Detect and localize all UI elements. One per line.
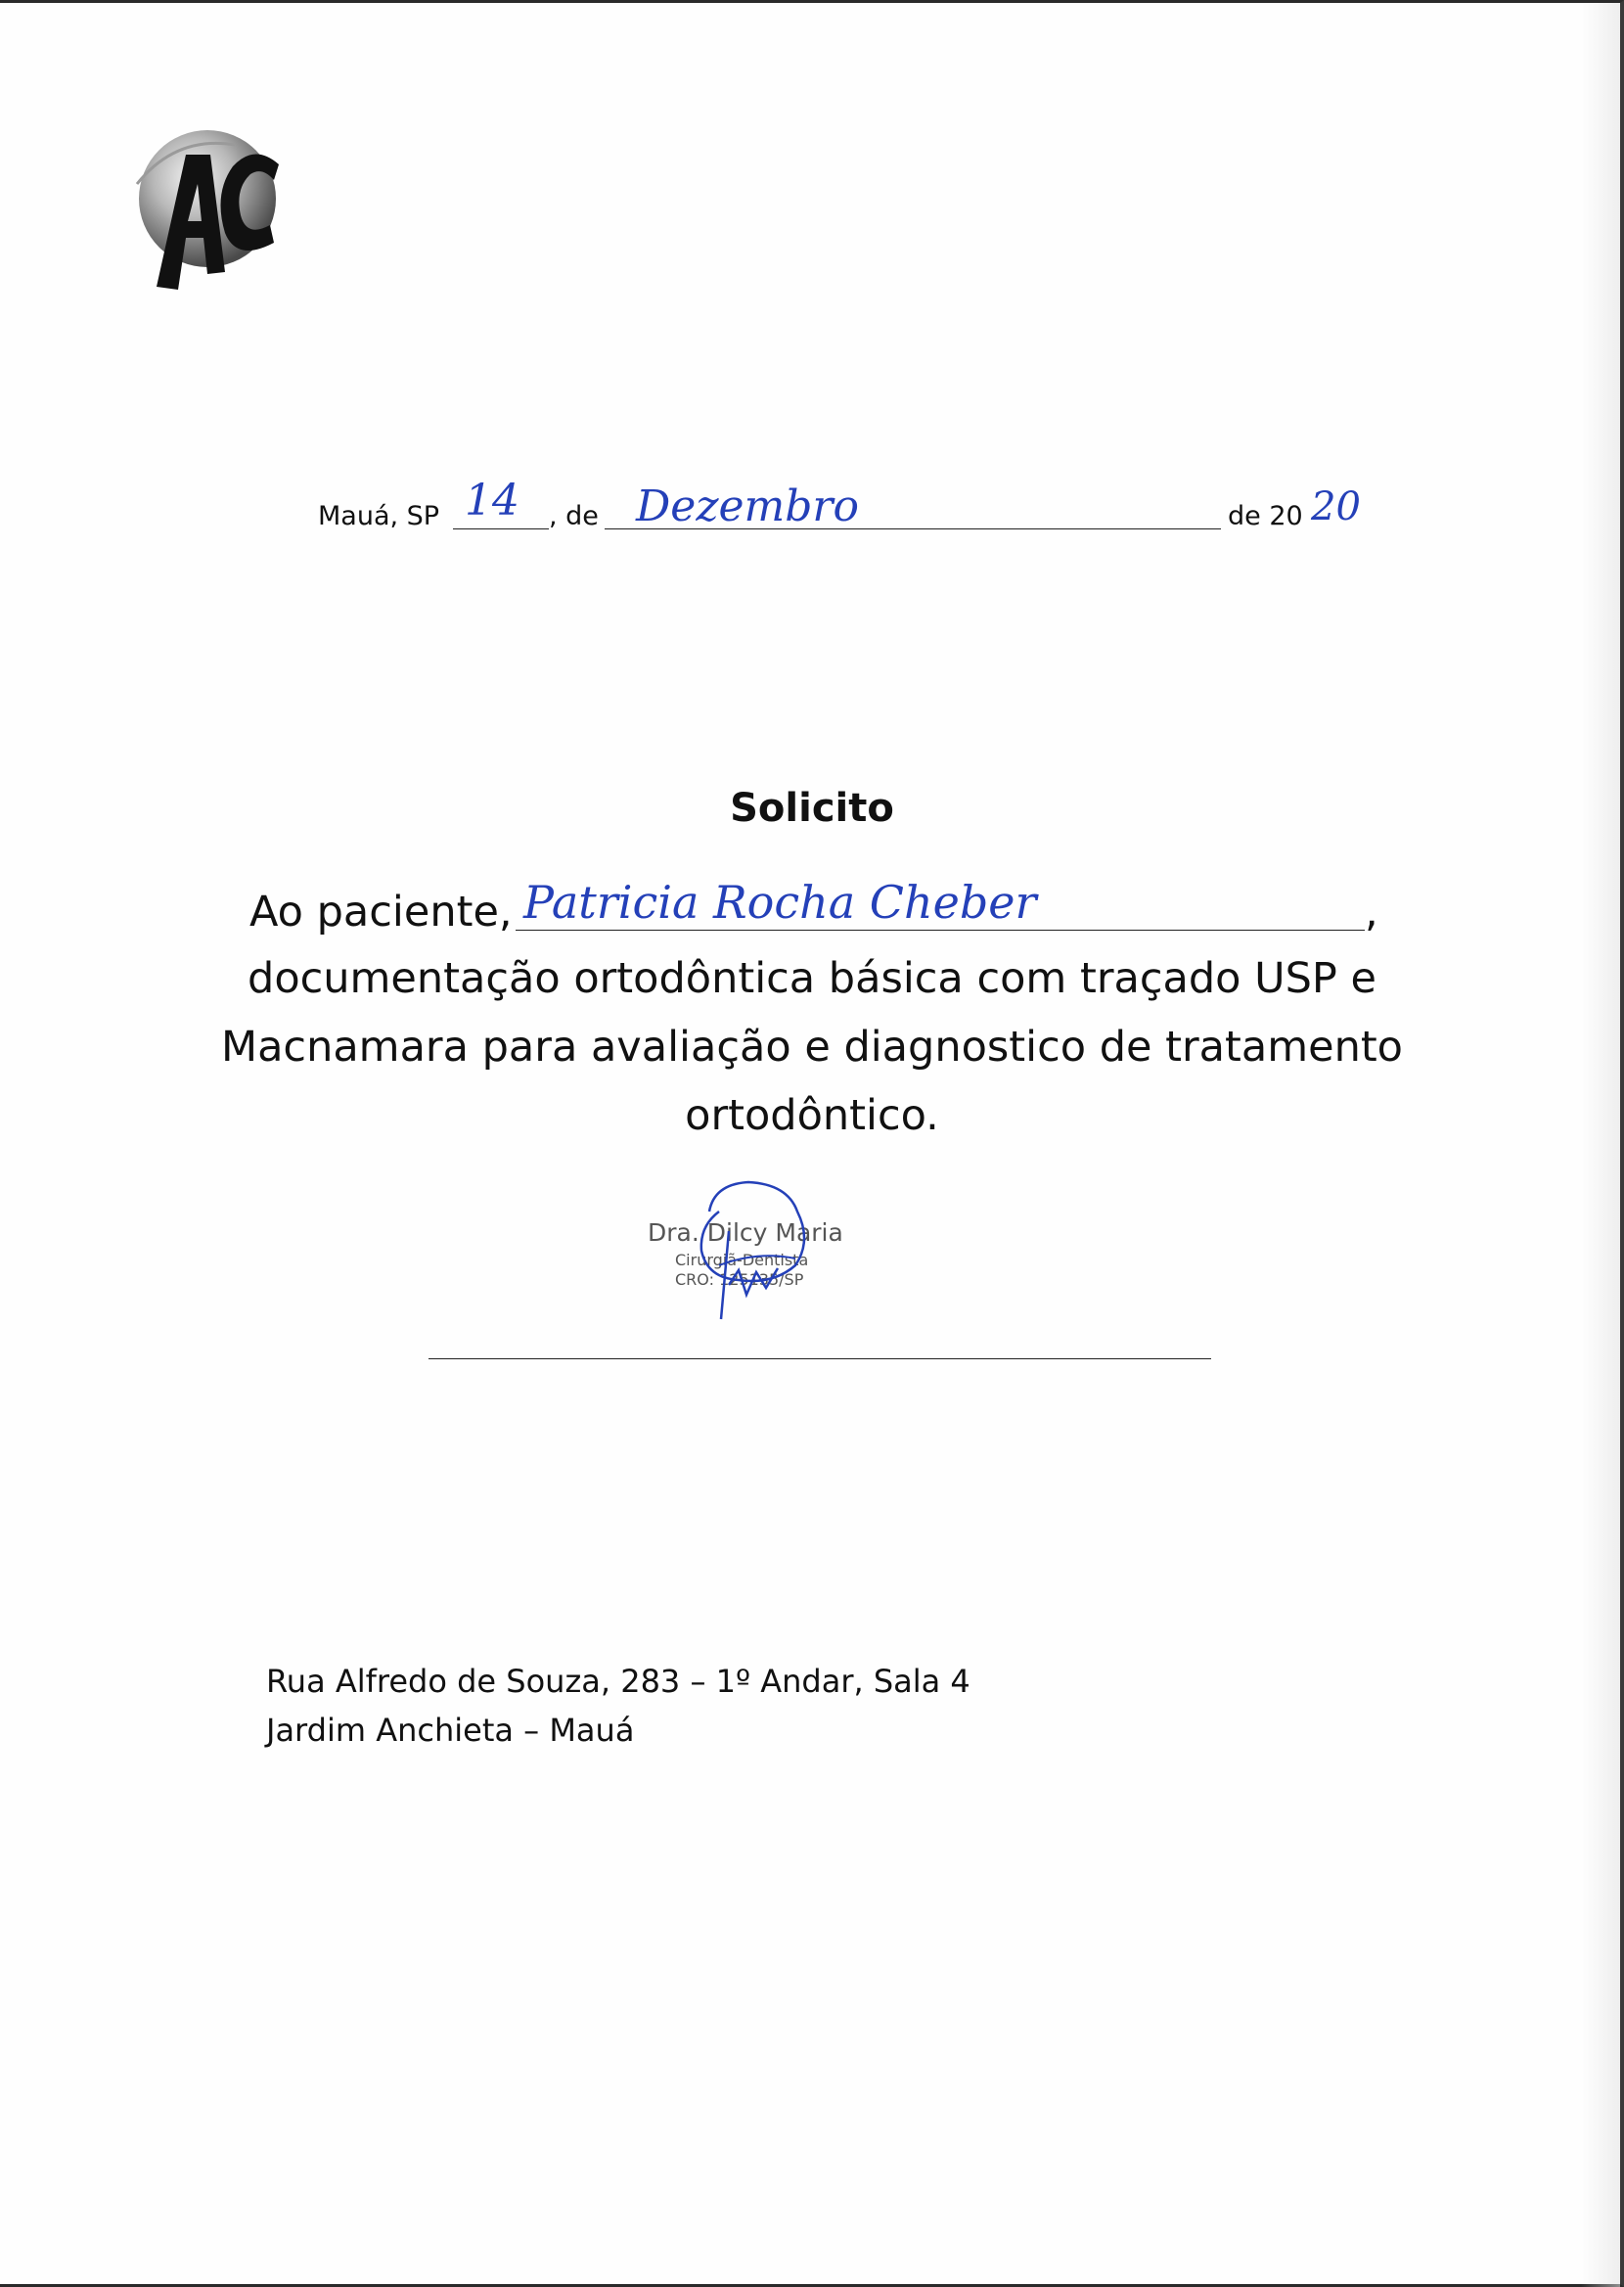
signature-line xyxy=(429,1358,1211,1359)
document-title: Solicito xyxy=(730,786,894,831)
body-line: ortodôntico. xyxy=(685,1091,939,1140)
request-body xyxy=(196,944,1428,1150)
patient-trailing-comma: , xyxy=(1365,888,1378,937)
patient-line xyxy=(249,874,1384,942)
scan-edge-shadow xyxy=(1581,3,1620,2287)
year-label: de 20 xyxy=(1228,501,1303,531)
stamp-cro: CRO: 125135/SP xyxy=(675,1270,804,1289)
city-label: Mauá, SP xyxy=(318,501,440,531)
dentist-stamp xyxy=(641,1172,866,1349)
body-line: documentação ortodôntica básica com traçado USP e xyxy=(248,954,1376,1003)
de-label: , de xyxy=(549,501,599,531)
patient-name-handwritten: Patricia Rocha Cheber xyxy=(523,876,1037,929)
stamp-title: Cirurgiã-Dentista xyxy=(675,1251,809,1269)
patient-label: Ao paciente, xyxy=(249,888,513,937)
clinic-address xyxy=(266,1657,970,1755)
clinic-logo xyxy=(117,115,298,301)
address-line-1: Rua Alfredo de Souza, 283 – 1º Andar, Sala 4 xyxy=(266,1663,970,1700)
address-line-2: Jardim Anchieta – Mauá xyxy=(266,1712,635,1749)
signature-scribble xyxy=(641,1172,866,1349)
year-handwritten: 20 xyxy=(1311,484,1361,529)
day-handwritten: 14 xyxy=(465,476,519,526)
date-line xyxy=(318,463,1384,551)
body-line: Macnamara para avaliação e diagnostico de tratamento xyxy=(220,1023,1403,1072)
ac-logo-icon xyxy=(117,115,298,301)
day-rule xyxy=(453,528,549,529)
patient-name-rule xyxy=(516,930,1365,931)
month-handwritten: Dezembro xyxy=(636,481,859,531)
stamp-name: Dra. Dilcy Maria xyxy=(648,1218,843,1247)
